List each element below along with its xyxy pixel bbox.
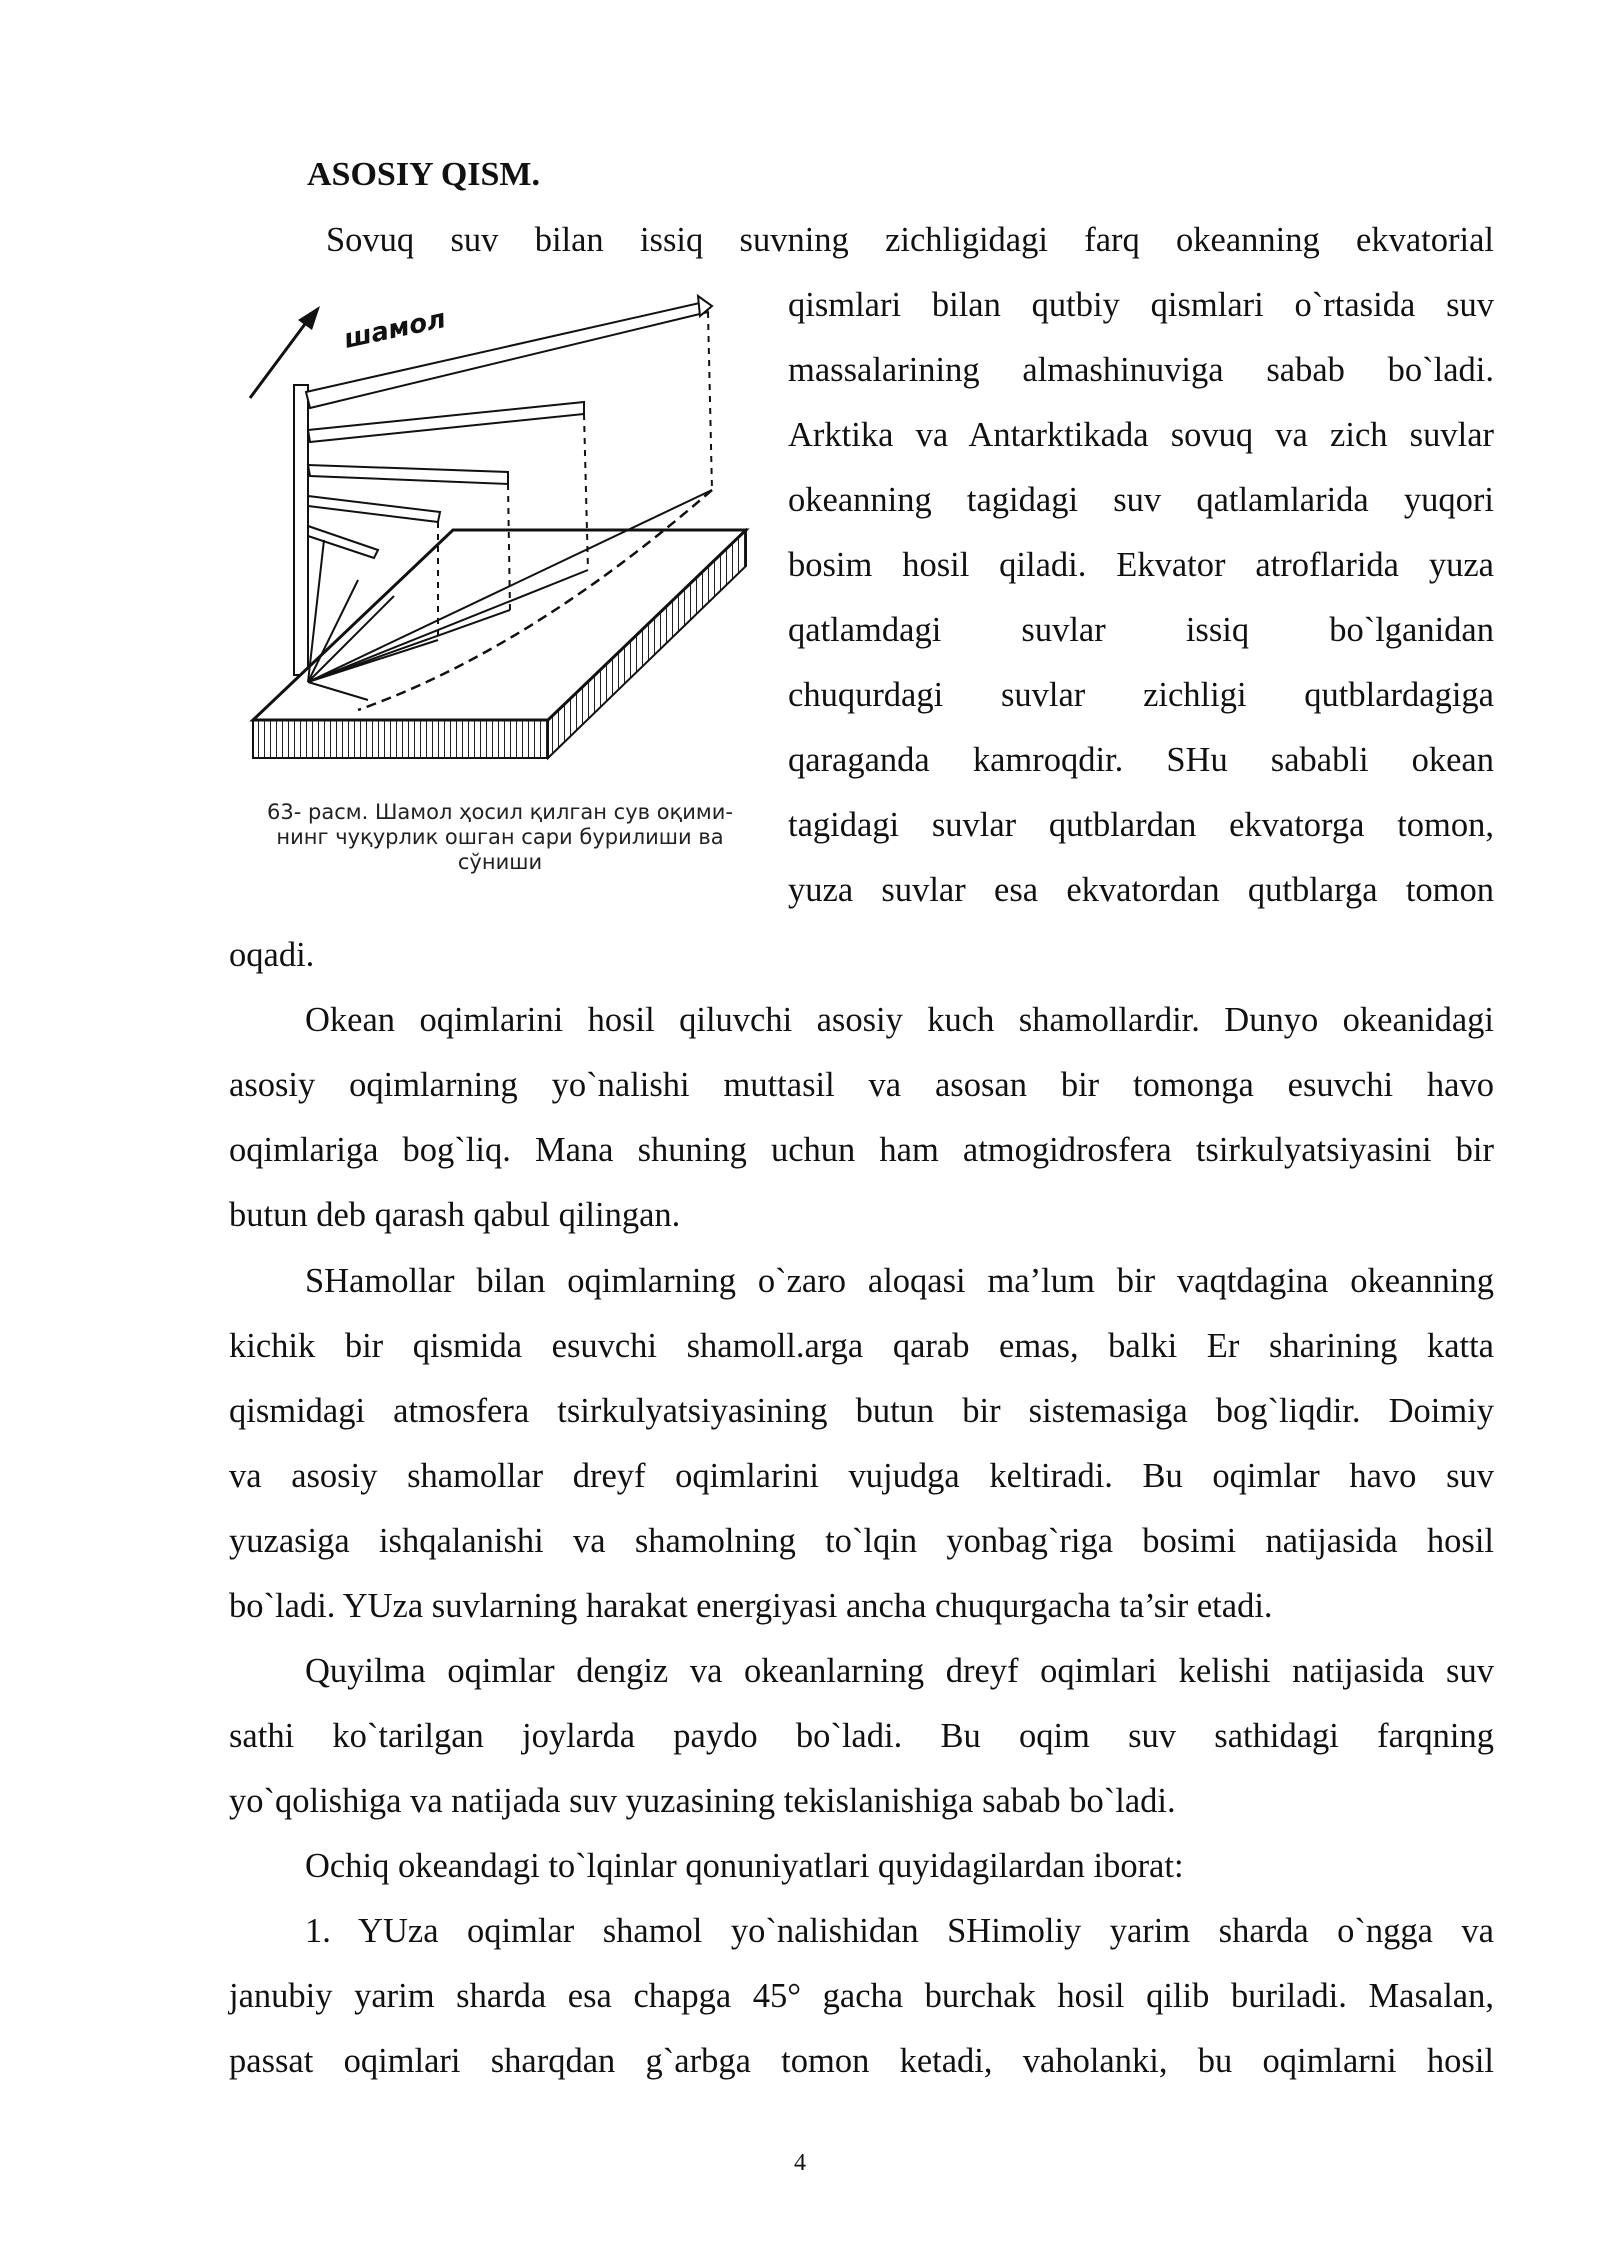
text-line-content: sathi ko`tarilgan joylarda paydo bo`ladi. Bu oqim suv sathidagi farqning	[229, 1717, 1494, 1755]
text-line-content: chuqurdagi suvlar zichligi qutblardagiga	[788, 676, 1494, 714]
wind-label: шамол	[341, 304, 449, 355]
text-line	[305, 995, 1494, 1045]
figure-caption	[230, 800, 770, 875]
text-line-content: massalarining almashinuviga sabab bo`ladi.	[788, 351, 1494, 389]
text-line-content: oqimlariga bog`liq. Mana shuning uchun ham atmogidrosfera tsirkulyatsiyasini bir	[229, 1131, 1494, 1169]
text-line	[788, 280, 1494, 330]
text-line-content: asosiy oqimlarning yo`nalishi muttasil va asosan bir tomonga esuvchi havo	[229, 1066, 1494, 1104]
text-line-content: qismidagi atmosfera tsirkulyatsiyasining butun bir sistemasiga bog`liqdir. Doimiy	[229, 1392, 1494, 1430]
text-line	[229, 1125, 1494, 1175]
text-line-content: okeanning tagidagi suv qatlamlarida yuqori	[788, 481, 1494, 519]
text-line	[788, 670, 1494, 720]
text-line-content: tagidagi suvlar qutblardan ekvatorga tomon,	[788, 806, 1494, 844]
text-line: Ochiq okeandagi to`lqinlar qonuniyatlari quyidagilardan iborat:	[305, 1847, 1184, 1885]
text-line-content: bosim hosil qiladi. Ekvator atroflarida yuza	[788, 546, 1494, 584]
text-line-content: kichik bir qismida esuvchi shamoll.arga qarab emas, balki Er sharining katta	[229, 1327, 1494, 1365]
ekman-spiral-illustration	[228, 290, 773, 790]
text-line: butun deb qarash qabul qilingan.	[229, 1196, 681, 1234]
text-line-content: va asosiy shamollar dreyf oqimlarini vujudga keltiradi. Bu oqimlar havo suv	[229, 1457, 1494, 1495]
text-line-content: Okean oqimlarini hosil qiluvchi asosiy kuch shamollardir. Dunyo okeanidagi	[305, 1001, 1494, 1039]
text-line-content: qaraganda kamroqdir. SHu sababli okean	[788, 741, 1494, 779]
text-line-content: Arktika va Antarktikada sovuq va zich suvlar	[788, 416, 1494, 454]
text-line-content: janubiy yarim sharda esa chapga 45° gacha burchak hosil qilib buriladi. Masalan,	[229, 1977, 1494, 2015]
figure-caption-line: сўниши	[457, 850, 543, 874]
text-line	[788, 735, 1494, 785]
page-number: 4	[794, 2150, 806, 2176]
text-line: oqadi.	[229, 936, 315, 974]
text-line-content: SHamollar bilan oqimlarning o`zaro aloqasi ma’lum bir vaqtdagina okeanning	[305, 1262, 1494, 1300]
figure-caption-line: нинг чуқурлик ошган сари бурилиши ва	[276, 825, 724, 849]
text-line	[305, 1646, 1494, 1696]
text-line	[788, 800, 1494, 850]
text-line-content: passat oqimlari sharqdan g`arbga tomon ketadi, vaholanki, bu oqimlarni hosil	[229, 2042, 1494, 2080]
text-line	[326, 215, 1494, 265]
text-line	[788, 865, 1494, 915]
text-line	[229, 2036, 1494, 2086]
text-line-content: Sovuq suv bilan issiq suvning zichligidagi farq okeanning ekvatorial	[326, 221, 1494, 259]
text-line	[788, 475, 1494, 525]
text-line	[788, 345, 1494, 395]
text-line	[788, 605, 1494, 655]
text-line	[229, 1321, 1494, 1371]
text-line: bo`ladi. YUza suvlarning harakat energiyasi ancha chuqurgacha ta’sir etadi.	[229, 1587, 1273, 1625]
section-heading: ASOSIY QISM.	[307, 156, 541, 193]
text-line: yo`qolishiga va natijada suv yuzasining tekislanishiga sabab bo`ladi.	[229, 1782, 1176, 1820]
text-line	[229, 1060, 1494, 1110]
text-line-content: qismlari bilan qutbiy qismlari o`rtasida suv	[788, 286, 1494, 324]
text-line-content: Quyilma oqimlar dengiz va okeanlarning dreyf oqimlari kelishi natijasida suv	[305, 1652, 1494, 1690]
text-line-content: yuza suvlar esa ekvatordan qutblarga tomon	[788, 871, 1494, 909]
text-line	[305, 1256, 1494, 1306]
list-item-line	[305, 1906, 1494, 1956]
text-line	[229, 1451, 1494, 1501]
text-line	[229, 1386, 1494, 1436]
text-line-content: yuzasiga ishqalanishi va shamolning to`lqin yonbag`riga bosimi natijasida hosil	[229, 1522, 1494, 1560]
text-line	[229, 1711, 1494, 1761]
text-line	[788, 540, 1494, 590]
figure-caption-line: 63- расм. Шамол ҳосил қилган сув оқими-	[267, 800, 733, 824]
text-line	[229, 1516, 1494, 1566]
text-line-content: qatlamdagi suvlar issiq bo`lganidan	[788, 611, 1494, 649]
text-line	[788, 410, 1494, 460]
text-line-content: 1. YUza oqimlar shamol yo`nalishidan SHimoliy yarim sharda o`ngga va	[305, 1912, 1494, 1950]
text-line	[229, 1971, 1494, 2021]
